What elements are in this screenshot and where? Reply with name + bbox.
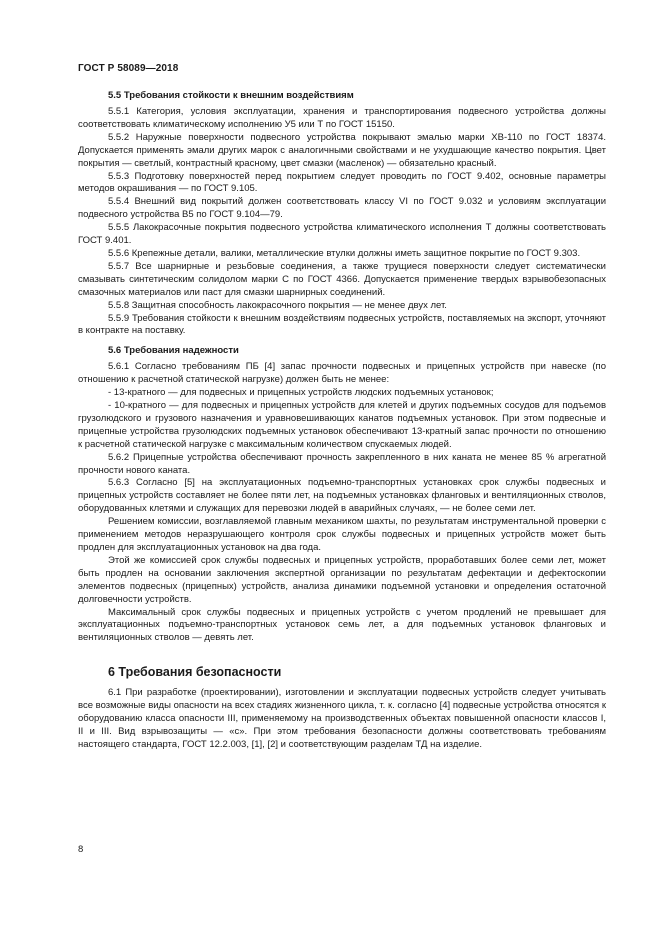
paragraph-extension: Этой же комиссией срок службы подвесных и прицепных устройств, проработавших более семи лет, может быть продлен на основании заключения экспертной организации по результатам дефектации и дефектоскопии элементов подвесных (прицепных) устройств, анализа динамики подъемной установки и определения остаточной долговечности устройств. bbox=[78, 554, 606, 605]
paragraph-5-5-1: 5.5.1 Категория, условия эксплуатации, хранения и транспортирования подвесного устройства должны соответствовать климатическому исполнению У5 или Т по ГОСТ 15150. bbox=[78, 106, 606, 130]
section-heading-5-5: 5.5 Требования стойкости к внешним воздействиям bbox=[108, 90, 354, 101]
paragraph-max-service-life: Максимальный срок службы подвесных и прицепных устройств с учетом продлений не превышает для эксплуатационных подъемно-транспортных установок семь лет, а для подъемных установок фланговых и вентиляционных стволов — девять лет. bbox=[78, 606, 606, 644]
page-number: 8 bbox=[78, 844, 84, 855]
section-heading-6: 6 Требования безопасности bbox=[108, 665, 282, 680]
paragraph-5-5-9: 5.5.9 Требования стойкости к внешним воздействиям подвесных устройств, поставляемых на экспорт, уточняют в контракте на поставку. bbox=[78, 312, 606, 337]
paragraph-5-5-8: 5.5.8 Защитная способность лакокрасочного покрытия — не менее двух лет. bbox=[108, 299, 447, 311]
paragraph-5-6-2: 5.6.2 Прицепные устройства обеспечивают прочность закрепленного в них каната не менее 85 % агрегатной прочности нового каната. bbox=[78, 451, 606, 476]
paragraph-6-1: 6.1 При разработке (проектировании), изготовлении и эксплуатации подвесных устройств следует учитывать все возможные виды опасности на всех стадиях жизненного цикла, т. к. согласно [4] подвесные устройства относятся к оборудованию класса опасности III, применяемому на производственных объектах повышенной опасности классов I, II и III. Вид взрывозащиты — «с». При этом требования безопасности должны соответствовать требованиям настоящего стандарта, ГОСТ 12.2.003, [1], [2] и соответствующим разделам ТД на изделие. bbox=[78, 687, 606, 750]
paragraph-5-5-6: 5.5.6 Крепежные детали, валики, металлические втулки должны иметь защитное покрытие по ГОСТ 9.303. bbox=[108, 247, 581, 259]
paragraph-5-6-1: 5.6.1 Согласно требованиям ПБ [4] запас прочности подвесных и прицепных устройств при навеске (по отношению к расчетной статической нагрузке) должен быть не менее: bbox=[78, 361, 606, 386]
paragraph-commission-decision: Решением комиссии, возглавляемой главным механиком шахты, по результатам инструментальной проверки с применением методов неразрушающего контроля срок службы подвесных и прицепных устройств может быть продлен для эксплуатационных установок на два года. bbox=[78, 516, 606, 553]
page-content bbox=[78, 90, 606, 752]
paragraph-5-5-7: 5.5.7 Все шарнирные и резьбовые соединения, а также трущиеся поверхности следует систематически смазывать синтетическим солидолом марки С по ГОСТ 4366. Допускается применение твердых взрывобезопасных смазочных материалов или паст для смазки шарнирных соединений. bbox=[78, 260, 606, 298]
section-heading-5-6: 5.6 Требования надежности bbox=[108, 345, 239, 357]
paragraph-5-5-4: 5.5.4 Внешний вид покрытий должен соответствовать классу VI по ГОСТ 9.032 и условиям эксплуатации подвесного устройства В5 по ГОСТ 9.104—79. bbox=[78, 196, 606, 221]
list-item-13-fold: - 13-кратного — для подвесных и прицепных устройств людских подъемных установок; bbox=[108, 387, 494, 399]
paragraph-5-5-3: 5.5.3 Подготовку поверхностей перед покрытием следует проводить по ГОСТ 9.402, основные параметры методов окрашивания — по ГОСТ 9.105. bbox=[78, 170, 606, 195]
paragraph-5-5-2: 5.5.2 Наружные поверхности подвесного устройства покрывают эмалью марки ХВ-110 по ГОСТ 18374. Допускается применять эмали других марок с аналогичными свойствами и не ухудшающие качество покрытия. Цвет покрытия — светлый, контрастный красному, цвет смазки (масленок) — обязательно красный. bbox=[78, 131, 606, 169]
document-header: ГОСТ Р 58089—2018 bbox=[78, 63, 179, 74]
paragraph-5-6-3: 5.6.3 Согласно [5] на эксплуатационных подъемно-транспортных установках срок службы подвесных и прицепных устройств составляет не более пяти лет, на подъемных установках фланговых и вентиляционных стволов, оборудованных клетями и служащих для перевозки людей в аварийных случаях, — не более семи лет. bbox=[78, 477, 606, 515]
paragraph-5-5-5: 5.5.5 Лакокрасочные покрытия подвесного устройства климатического исполнения Т должны соответствовать ГОСТ 9.401. bbox=[78, 222, 606, 247]
list-item-10-fold: - 10-кратного — для подвесных и прицепных устройств для клетей и других подъемных сосудов для подъемов грузолюдского и грузового назначения и уравновешивающих канатов подъемных установок. При этом подвесные и прицепные устройства грузолюдских подъемных установок обеспечивают 13-кратный запас прочности по отношению к расчетной статической нагрузке с максимальным количеством спускаемых людей. bbox=[78, 400, 606, 450]
